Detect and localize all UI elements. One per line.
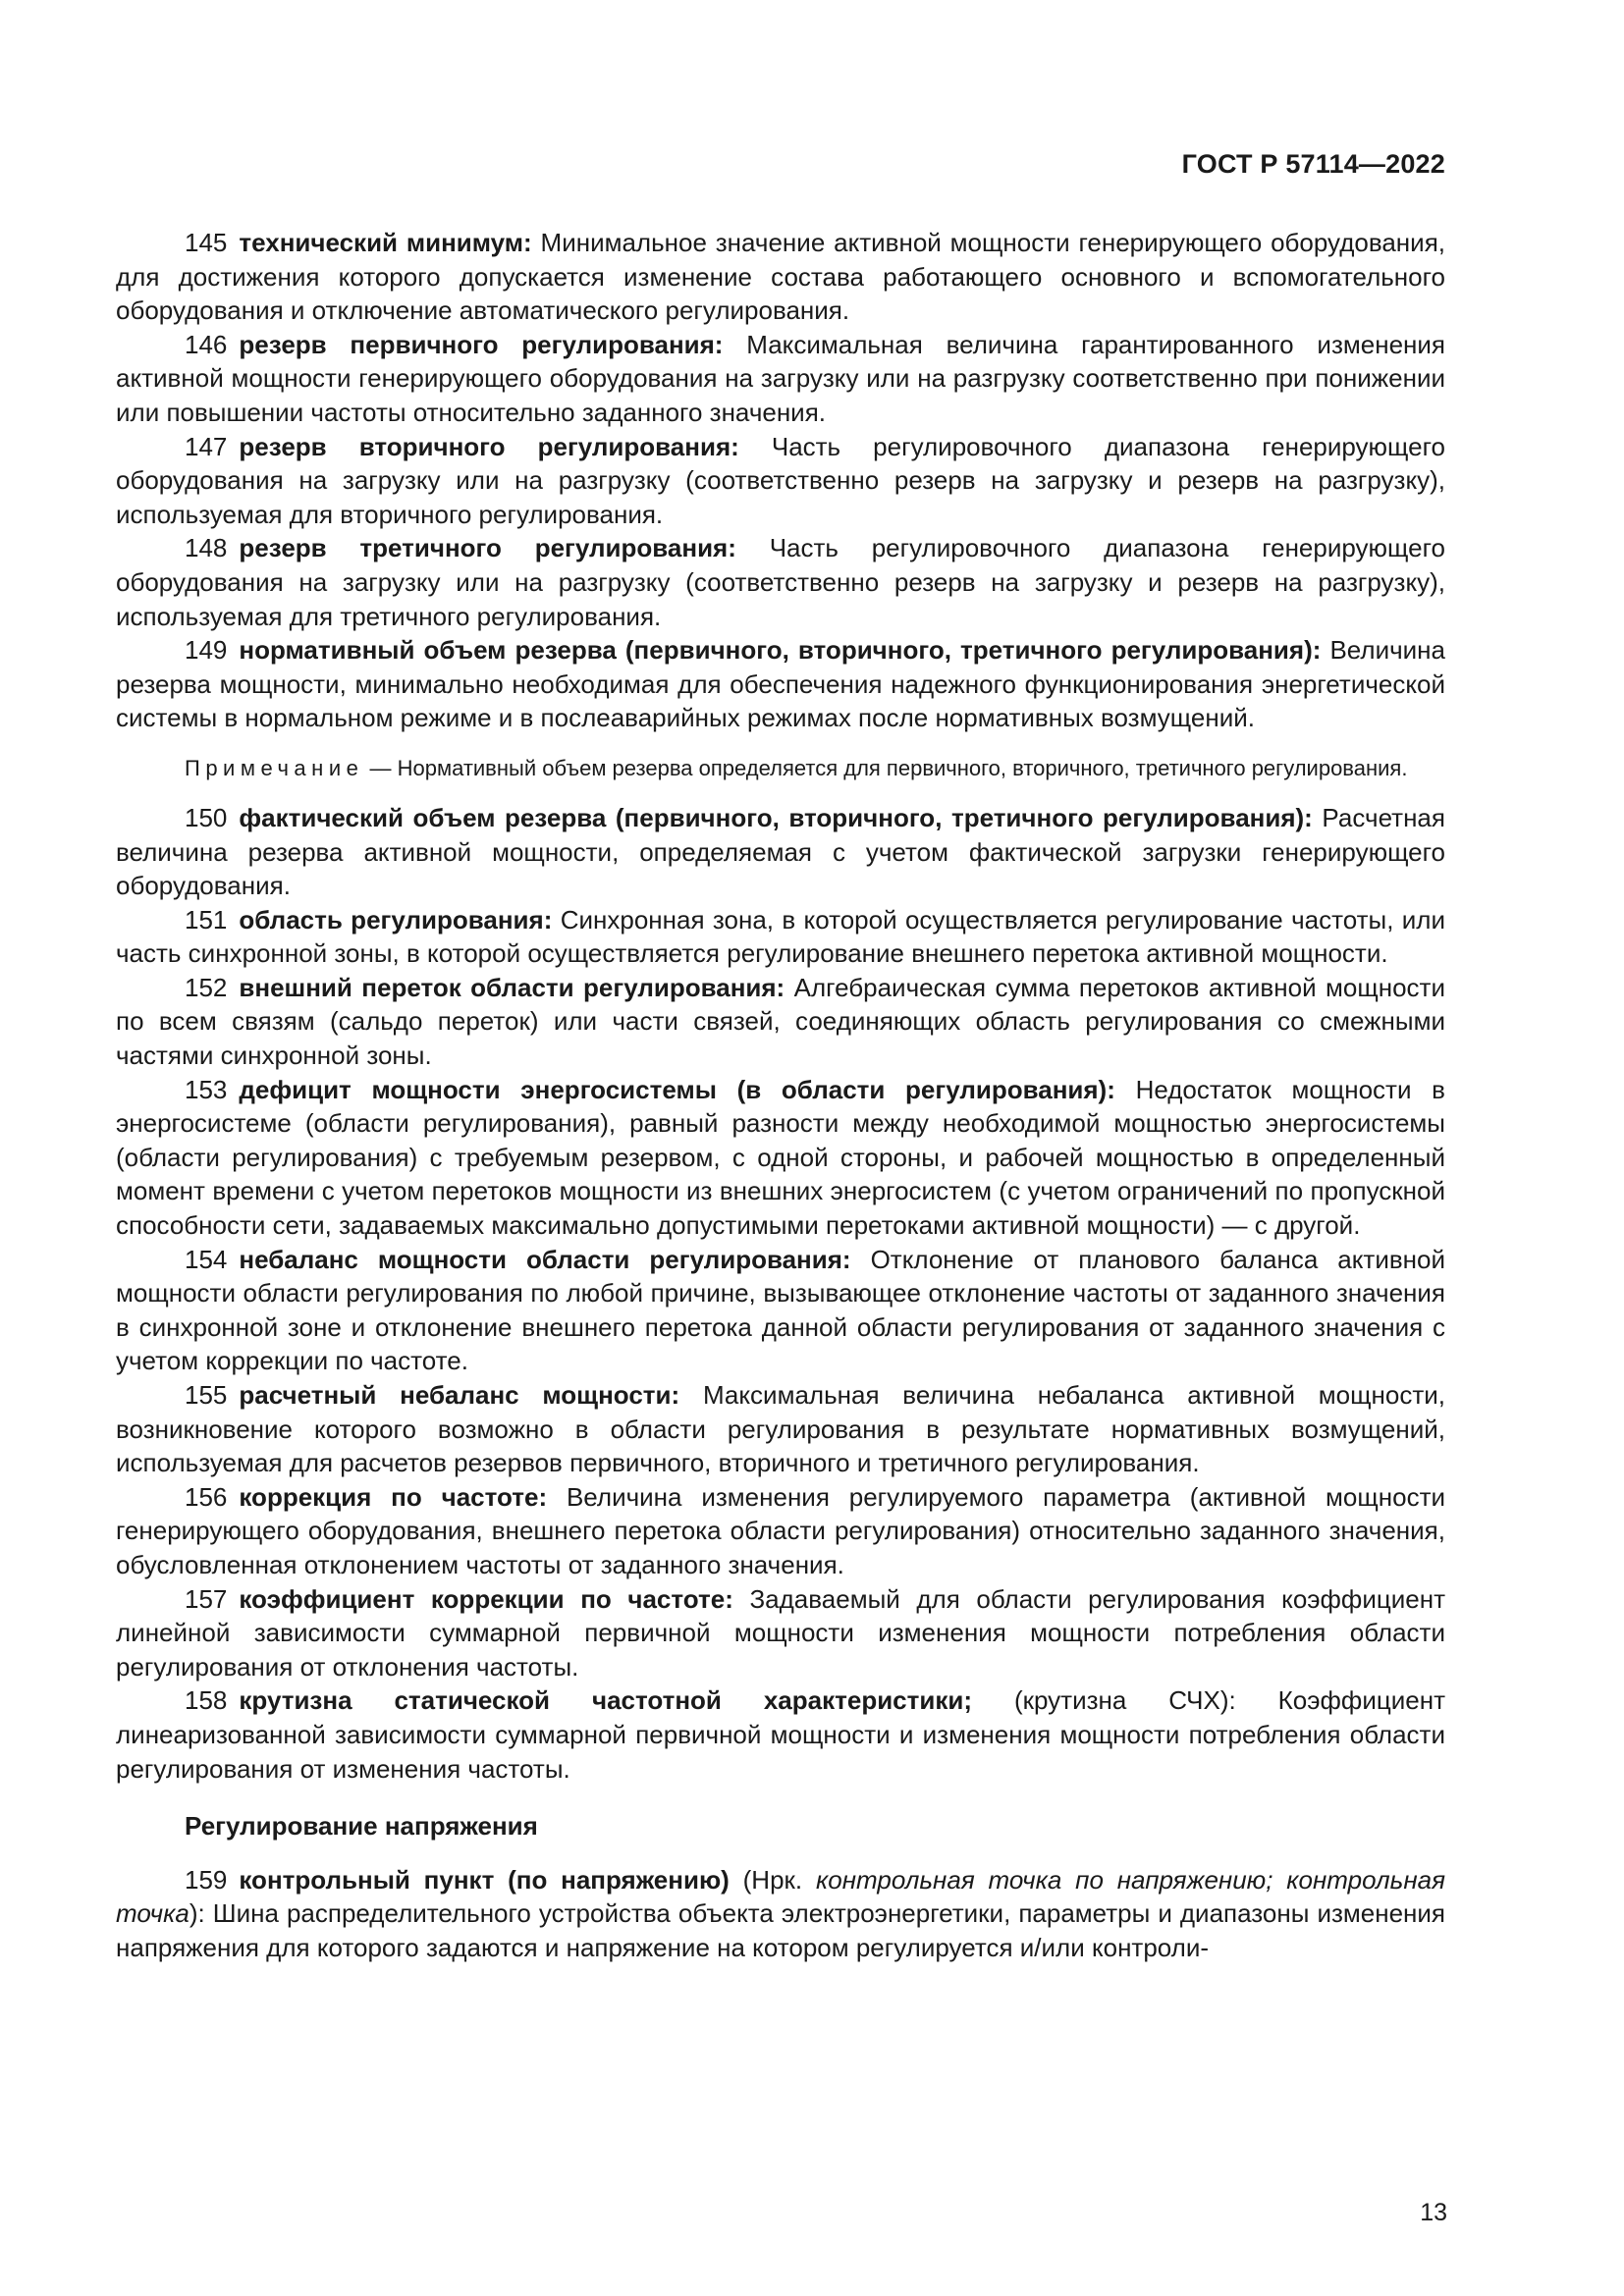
entry-term: область регулирования: (239, 904, 553, 934)
entry-term: внешний переток области регулирования: (239, 972, 785, 1002)
entry-number: 145 (185, 228, 228, 257)
term-entry-147 (116, 430, 1445, 532)
entry-definition: Алгебраическая сумма перетоков активной мощности по всем связям (сальдо переток) или части связей, соединяющих область регулирования со смежными частями синхронной зоны. (116, 972, 1445, 1071)
entry-term: нормативный объем резерва (первичного, вторичного, третичного регулирования): (239, 635, 1322, 666)
entry-definition: Максимальная величина небаланса активной мощности, возникновение которого возможно в области регулирования в результате нормативных возмущений, используемая для расчетов резервов первичного, вторичного и третичного регулирования. (116, 1380, 1445, 1478)
entry-definition: (крутизна СЧХ): Коэффициент линеаризованной зависимости суммарной первичной мощности и изменения мощности потребления области регулирования от изменения частоты. (116, 1685, 1445, 1784)
entry-definition: Расчетная величина резерва активной мощности, определяемая с учетом фактической загрузки генерирующего оборудования. (116, 802, 1445, 901)
entry-definition: Величина изменения регулируемого параметра (активной мощности генерирующего оборудования, внешнего перетока области регулирования) относительно заданного значения, обусловленная отклонением частоты от заданного значения. (116, 1481, 1445, 1579)
entry-term: резерв третичного регулирования: (239, 533, 736, 563)
entry-number: 155 (185, 1380, 228, 1410)
term-entry-148 (116, 531, 1445, 633)
entry-definition: Синхронная зона, в которой осуществляется регулирование частоты, или часть синхронной зоны, в которой осуществляется регулирование внешнего перетока активной мощности. (116, 904, 1446, 969)
entry-prefix: (Нрк. (742, 1864, 803, 1895)
entry-number: 159 (185, 1864, 228, 1895)
entry-number: 154 (185, 1244, 228, 1274)
entry-term: контрольный пункт (по напряжению) (239, 1864, 730, 1895)
entry-number: 153 (185, 1074, 228, 1104)
section-heading: Регулирование напряжения (185, 1811, 538, 1842)
entry-definition: Минимальное значение активной мощности генерирующего оборудования, для достижения которого допускается изменение состава работающего основного и вспомогательного оборудования и отключение автоматического регулирования. (116, 228, 1445, 326)
entry-term: расчетный небаланс мощности: (239, 1380, 680, 1410)
term-entry-153 (116, 1073, 1445, 1243)
entry-definition: Отклонение от планового баланса активной мощности области регулирования по любой причине, вызывающее отклонение частоты от заданного значения в синхронной зоне и отклонение внешнего перетока данной области регулирования от заданного значения с учетом коррекции по частоте. (116, 1244, 1445, 1376)
entry-term: резерв вторичного регулирования: (239, 431, 739, 461)
entry-definition: Недостаток мощности в энергосистеме (области регулирования), равный разности между необходимой мощностью энергосистемы (области регулирования) с требуемым резервом, с одной стороны, и рабочей мощностью в определенный момент времени с учетом перетоков мощности из внешних энергосистем (с учетом ограничений по пропускной способности сети, задаваемых максимально допустимыми перетоками активной мощности) — с другой. (116, 1074, 1445, 1241)
term-entry-145 (116, 226, 1445, 328)
term-entry-154 (116, 1243, 1445, 1378)
entry-term: крутизна статической частотной характеристики; (239, 1685, 973, 1716)
entry-number: 157 (185, 1583, 228, 1614)
term-entry-149 (116, 633, 1445, 735)
term-entry-151 (116, 903, 1445, 971)
entry-number: 149 (185, 635, 228, 666)
entry-definition: Величина резерва мощности, минимально необходимая для обеспечения надежного функционирования энергетической системы в нормальном режиме и в послеаварийных режимах после нормативных возмущений. (116, 635, 1445, 733)
entry-term: небаланс мощности области регулирования: (239, 1244, 851, 1274)
entry-term: резерв первичного регулирования: (239, 329, 724, 359)
entry-definition: Часть регулировочного диапазона генерирующего оборудования на загрузку или на разгрузку (соответственно резерв на загрузку и резерв на разгрузку), используемая для третичного регулирования. (116, 533, 1445, 631)
entry-number: 150 (185, 802, 228, 832)
entry-definition: Максимальная величина гарантированного изменения активной мощности генерирующего оборудования на загрузку или на разгрузку соответственно при понижении или повышении частоты относительно заданного значения. (116, 329, 1445, 427)
term-entry-155 (116, 1378, 1445, 1480)
entry-term: дефицит мощности энергосистемы (в области регулирования): (239, 1074, 1115, 1104)
term-entry-157 (116, 1582, 1445, 1684)
entry-number: 156 (185, 1481, 228, 1512)
note-text: — Нормативный объем резерва определяется для первичного, вторичного, третичного регулирования. (369, 755, 1408, 780)
entry-term: коррекция по частоте: (239, 1481, 548, 1512)
entry-number: 151 (185, 904, 228, 934)
term-entry-156 (116, 1480, 1445, 1582)
entry-definition: Задаваемый для области регулирования коэффициент линейной зависимости суммарной первичной мощности изменения мощности потребления области регулирования от отклонения частоты. (116, 1583, 1445, 1682)
document-designation: ГОСТ Р 57114—2022 (1181, 149, 1445, 179)
entry-term: фактический объем резерва (первичного, вторичного, третичного регулирования): (239, 802, 1313, 832)
term-entry-150 (116, 801, 1445, 903)
page-number: 13 (1420, 2199, 1447, 2226)
entry-definition: Часть регулировочного диапазона генерирующего оборудования на загрузку или на разгрузку (соответственно резерв на загрузку и резерв на разгрузку), используемая для вторичного регулирования. (116, 431, 1445, 529)
term-entry-146 (116, 328, 1445, 430)
entry-italic-synonyms: контрольная точка по напряжению; контрольная точка (116, 1864, 1445, 1929)
note-label: Примечание (185, 755, 364, 780)
entry-number: 158 (185, 1685, 228, 1716)
entry-number: 148 (185, 533, 228, 563)
entry-term: коэффициент коррекции по частоте: (239, 1583, 733, 1614)
term-entry-152 (116, 971, 1445, 1073)
entry-number: 147 (185, 431, 228, 461)
document-body (116, 226, 1445, 1965)
entry-term: технический минимум: (239, 228, 532, 257)
term-entry-159 (116, 1863, 1445, 1965)
note (116, 753, 1445, 783)
entry-number: 152 (185, 972, 228, 1002)
entry-number: 146 (185, 329, 228, 359)
entry-definition: ): Шина распределительного устройства объекта электроэнергетики, параметры и диапазоны изменения напряжения для которого задаются и напряжение на котором регулируется и/или контроли- (116, 1898, 1445, 1962)
term-entry-158 (116, 1683, 1445, 1786)
